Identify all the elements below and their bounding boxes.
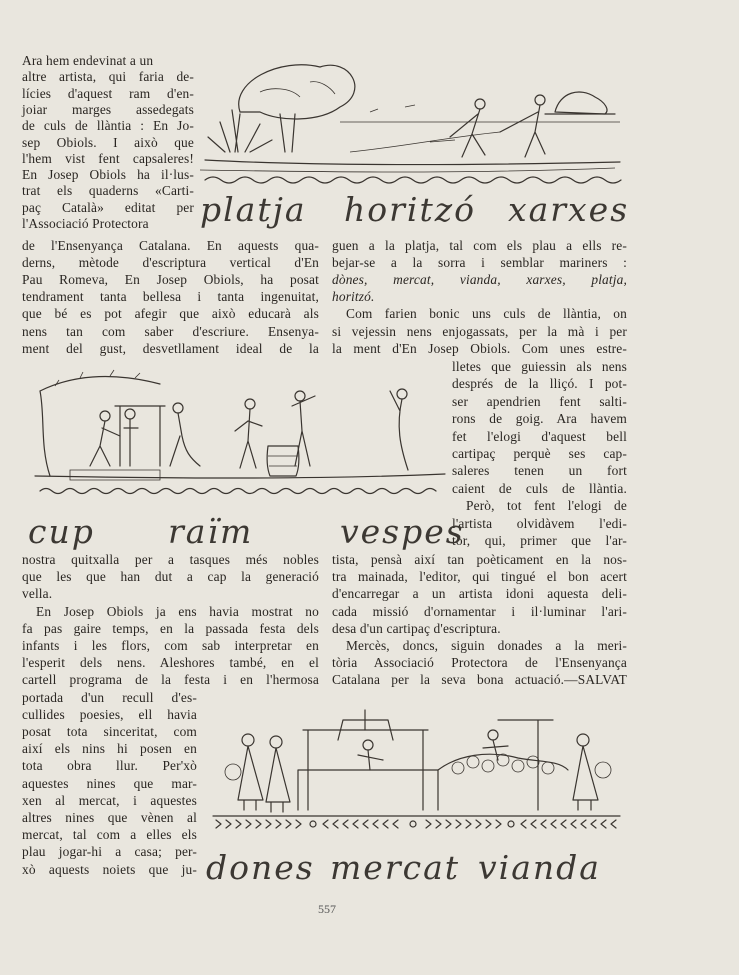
text-line: cada missió d'ornamentar i il·luminar l'ari- <box>332 603 627 619</box>
text-line: sep Obiols. I això que <box>22 134 194 150</box>
text-line: tra mainada, l'editor, qui tingué el bon acert <box>332 569 627 585</box>
text-line: trat els quaderns «Carti- <box>22 183 194 199</box>
caption-word-platja: platja <box>200 190 307 229</box>
text-line: Mercès, doncs, siguin donades a la meri- <box>346 638 627 653</box>
text-line: cartipaç perquè ses cap- <box>452 446 627 461</box>
text-line: de culs de llàntia : En Jo- <box>22 118 194 134</box>
text-line: Però, tot fent l'elogi de <box>466 498 627 514</box>
caption-word-vespes: vespes <box>340 512 465 551</box>
text-line: l'artista olvidàvem l'edi- <box>452 515 627 531</box>
text-line: aquestes nines que mar- <box>22 775 197 791</box>
caption-word-mercat: mercat <box>330 848 461 887</box>
text-line: si vejessin nens enjogassats, per la mà i per <box>332 323 627 339</box>
text-line: l'esperit dels nens. Aleshores també, en el <box>22 655 319 671</box>
text-line: guen a la platja, tal com els plau a ells re- <box>332 238 627 253</box>
text-line: posat tota sinceritat, com <box>22 724 197 739</box>
text-line: cartell programa de la festa i en l'hermosa <box>22 672 319 688</box>
text-line: Pau Romeva, En Josep Obiols, ha posat <box>22 272 319 288</box>
text-line: portada d'un recull d'es- <box>22 689 197 705</box>
text-line: En Josep Obiols ha il·lus- <box>22 167 194 183</box>
text-line: Ara hem endevinat a un <box>22 53 154 68</box>
text-line: plau jogar-hi a casa; per- <box>22 844 197 860</box>
text-line: l'hem vist fent capsaleres! <box>22 150 194 166</box>
text-line: que les que han dut a cap la generació <box>22 569 319 585</box>
text-line: nens tan com saber d'escriure. Ensenya- <box>22 323 319 339</box>
text-line: la ment d'En Josep Obiols. Com unes estre- <box>332 340 627 356</box>
text-line: derns, mètode d'escriptura vertical d'En <box>22 255 319 271</box>
text-line: altre artista, qui faria de- <box>22 69 194 85</box>
text-line: joiar marges assedegats <box>22 101 194 117</box>
text-line: xen al mercat, i aquestes <box>22 792 197 808</box>
text-line: desa d'un cartipaç d'escriptura. <box>332 620 501 636</box>
text-line: de l'Ensenyança Catalana. En aquests qua- <box>22 238 319 253</box>
grape-harvest-illustration <box>30 366 450 500</box>
text-line: tota obra llur. Per'xò <box>22 758 197 774</box>
beach-fishermen-illustration <box>200 52 625 192</box>
text-line: tor, qui, primer que l'ar- <box>452 533 627 548</box>
text-line: l'Associació Protectora <box>22 216 149 231</box>
text-line: ment del gust, desvetllament ideal de la <box>22 340 319 356</box>
text-line: així els nins hi posen en <box>22 741 197 757</box>
text-line: fa pas gaire temps, en la passada festa dels <box>22 620 319 636</box>
text-line: fet l'elogi d'aquest bell <box>452 428 627 444</box>
caption-word-dones: dones <box>206 848 315 887</box>
text-line: després de la lliçó. I pot- <box>452 376 627 392</box>
text-line: paç Català» editat per <box>22 199 194 215</box>
caption-word-vianda: vianda <box>478 848 601 887</box>
text-line: bejar-se a la sorra i semblar mariners : <box>332 255 627 271</box>
text-line: vella. <box>22 586 53 602</box>
text-line: Catalana per la seva bona actuació.—SALVAT <box>332 672 627 688</box>
text-line: lícies d'aquest ram d'en- <box>22 85 194 101</box>
text-line: tendrament tanta bellesa i tanta ingenuitat, <box>22 289 319 305</box>
text-line: infants i les flors, com sab interpretar en <box>22 638 319 653</box>
caption-word-horitzo: horitzó <box>344 190 476 229</box>
text-line: mercat, tal com a elles els <box>22 827 197 843</box>
text-line: nostra quitxalla per a tasques més nobles <box>22 552 319 567</box>
text-line: Com farien bonic uns culs de llàntia, on <box>346 306 627 322</box>
text-line: saleres tenen un fort <box>452 463 627 479</box>
text-line: tòria Associació Protectora de l'Ensenyança <box>332 655 627 671</box>
text-line: rons de goig. Ara havem <box>452 411 627 427</box>
text-line: En Josep Obiols ja ens havia mostrat no <box>36 603 319 619</box>
text-line: ser apendrien fent salti- <box>452 393 627 409</box>
text-line: tista, pensà així tan poèticament en la nos- <box>332 552 627 567</box>
text-line: lletes que guiessin als nens <box>452 359 627 374</box>
text-line: d'encarregar a un artista idoni aquesta deli- <box>332 586 627 602</box>
caption-word-cup: cup <box>28 512 95 551</box>
text-line: horitzó. <box>332 289 375 305</box>
text-line: xò aquests noiets que ju- <box>22 861 197 877</box>
caption-word-raim: raïm <box>168 512 254 551</box>
page-number: 557 <box>318 902 336 916</box>
caption-word-xarxes: xarxes <box>508 190 630 229</box>
text-line: altres nines que vènen al <box>22 810 197 825</box>
text-line: dònes, mercat, vianda, xarxes, platja, <box>332 272 627 288</box>
text-line: cullides poesies, ell havia <box>22 706 197 722</box>
market-stall-illustration <box>208 700 626 840</box>
text-line: caient de culs de llàntia. <box>452 480 627 496</box>
text-line: que bé es pot afegir que això educarà als <box>22 306 319 322</box>
